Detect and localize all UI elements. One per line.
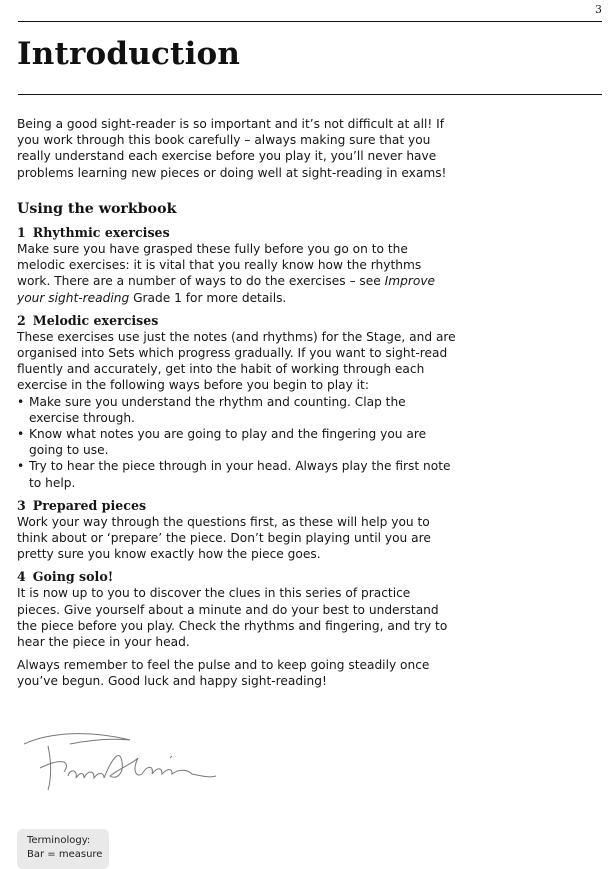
section-number: 2 xyxy=(17,312,26,328)
terminology-entry: Bar = measure xyxy=(27,849,103,860)
list-item-text: Know what notes you are going to play and the fingering you are going to use. xyxy=(29,427,427,458)
section-text-end: Grade 1 for more details. xyxy=(129,290,287,305)
page-title: Introduction xyxy=(17,36,241,72)
section-melodic xyxy=(17,313,457,491)
list-item-text: Try to hear the piece through in your head. Always play the first note to help. xyxy=(29,459,451,490)
bullet-icon: • xyxy=(17,459,25,474)
intro-paragraph: Being a good sight-reader is so important and it’s not difficult at all! If you work through this book carefully – always making sure that you really understand each exercise before you play it, you’ll never have problems learning new pieces or doing well at sight-reading in exams! xyxy=(17,117,447,180)
section-solo xyxy=(17,569,457,650)
list-item xyxy=(17,394,457,426)
section-heading xyxy=(17,569,457,585)
section-text: It is now up to you to discover the clues in this series of practice pieces. Give yourself about a minute and do your best to understand the piece before you play. Check the rhythms and fingering, and try to hear the piece in your head. xyxy=(17,586,448,650)
section-text-start: Make sure you have grasped these fully before you go on to the melodic exercises: it is vital that you really know how the rhythms work. There are a number of ways to do the exercises – see xyxy=(17,242,422,289)
title-rule xyxy=(18,94,602,95)
section-title: Melodic exercises xyxy=(32,312,159,328)
section-number: 3 xyxy=(17,497,26,513)
workbook-heading: Using the workbook xyxy=(17,200,177,217)
section-rhythmic xyxy=(17,225,457,306)
section-text: Work your way through the questions first, as these will help you to think about or ‘prepare’ the piece. Don’t begin playing until you are pretty sure you know exactly how the piece goes. xyxy=(17,514,431,562)
main-content xyxy=(17,116,457,690)
terminology-label: Terminology: xyxy=(27,835,91,846)
bullet-icon: • xyxy=(17,394,25,409)
section-heading xyxy=(17,225,457,241)
top-rule xyxy=(18,21,602,22)
book-title-reference: Improve your sight-reading xyxy=(17,274,436,305)
closing-paragraph: Always remember to feel the pulse and to keep going steadily once you’ve begun. Good luck and happy sight-reading! xyxy=(17,658,430,689)
page-number: 3 xyxy=(595,3,602,16)
section-number: 4 xyxy=(17,569,26,585)
bullet-icon: • xyxy=(17,427,25,442)
author-signature xyxy=(20,728,220,800)
list-item-text: Make sure you understand the rhythm and counting. Clap the exercise through. xyxy=(29,394,406,425)
section-heading xyxy=(17,498,457,514)
list-item xyxy=(17,426,457,458)
section-title: Going solo! xyxy=(32,569,114,585)
section-number: 1 xyxy=(17,225,26,241)
section-title: Prepared pieces xyxy=(32,497,147,513)
list-item xyxy=(17,458,457,490)
section-prepared xyxy=(17,498,457,563)
practice-steps-list xyxy=(17,394,457,491)
terminology-box xyxy=(17,829,109,869)
section-text xyxy=(17,241,457,306)
section-title: Rhythmic exercises xyxy=(32,225,170,241)
section-text: These exercises use just the notes (and rhythms) for the Stage, and are organised into Sets which progress gradually. If you want to sight-read fluently and accurately, get into the habit of working through each exercise in the following ways before you begin to play it: xyxy=(17,329,456,393)
section-heading xyxy=(17,313,457,329)
